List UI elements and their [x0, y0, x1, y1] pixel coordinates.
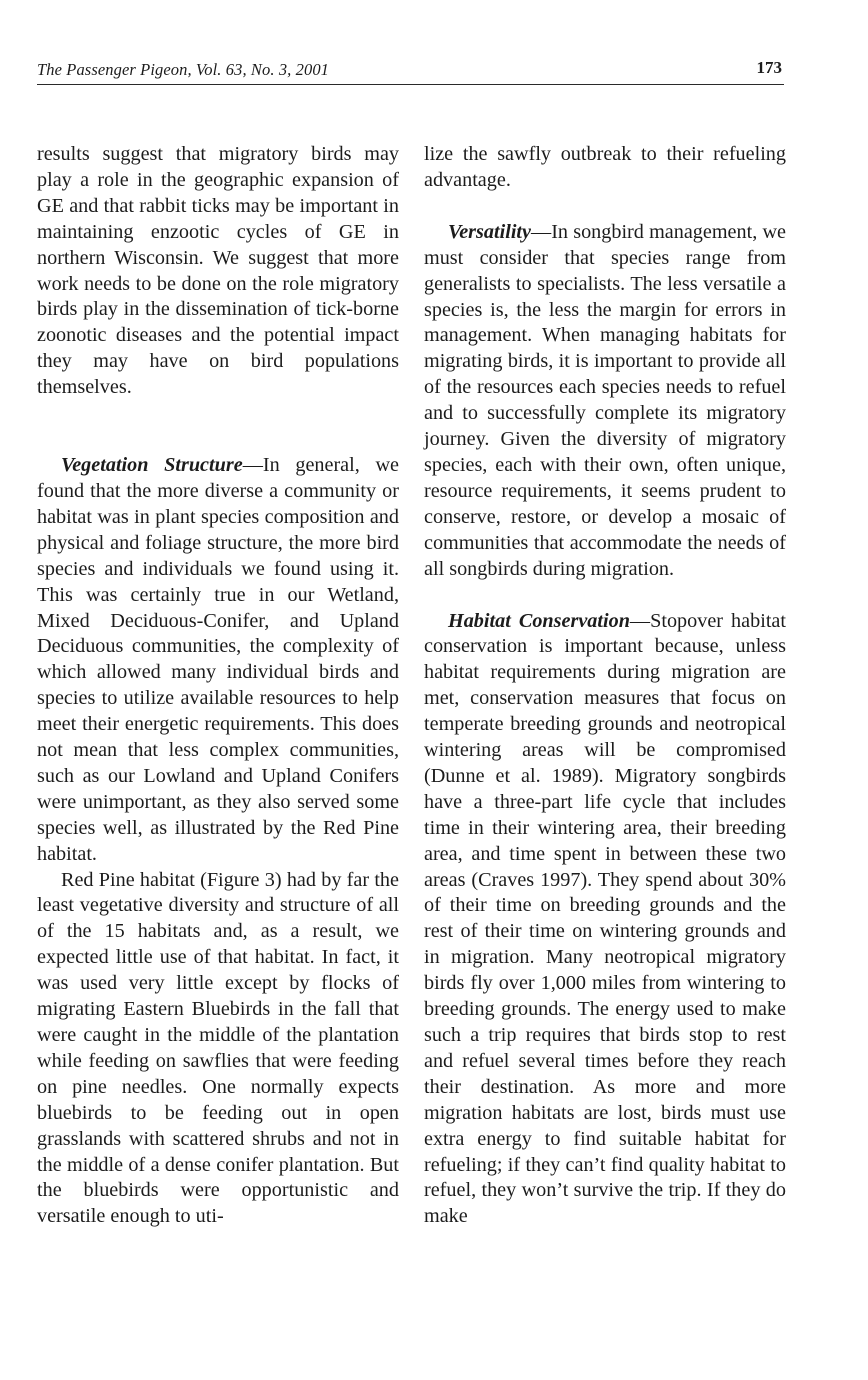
paragraph-versatility: [424, 220, 786, 583]
paragraph-red-pine: Red Pine habitat (Figure 3) had by far the least vegetative diversity and structure of all of the 15 habitats and, as a result, we expected little use of that habitat. In fact, it was used very little except by flocks of migrating Eastern Bluebirds in the fall that were caught in the middle of the plantation while feeding on sawflies that were feeding on pine needles. One normally expects bluebirds to be feeding out in open grasslands with scattered shrubs and not in the middle of a dense conifer plantation. But the bluebirds were opportunistic and versatile enough to uti-: [37, 868, 399, 1228]
paragraph-spacer: [37, 401, 399, 453]
runin-heading-habitat-conservation: Habitat Conservation: [448, 609, 630, 632]
paragraph-continuation: lize the sawfly outbreak to their refueling advantage.: [424, 143, 786, 191]
paragraph-body: —Stopover habitat conservation is important because, unless habitat requirements during migration are met, conservation measures that focus on temperate breeding grounds and neotropical wintering areas will be compromised (Dunne et al. 1989). Migratory songbirds have a three-part life cycle that includes time in their wintering area, their breeding area, and time spent in between these two areas (Craves 1997). They spend about 30% of their time on breeding grounds and the rest of their time on wintering grounds and in migration. Many neotropical migratory birds fly over 1,000 miles from wintering to breeding grounds. The energy used to make such a trip requires that birds stop to rest and refuel several times before they reach their destination. As more and more migration habitats are lost, birds must use extra energy to find suitable habitat for refueling; if they can’t find quality habitat to refuel, they won’t survive the trip. If they do make: [424, 609, 786, 1228]
running-header: [37, 54, 784, 85]
paragraph-spacer: [424, 194, 786, 220]
paragraph-vegetation-structure: [37, 453, 399, 868]
page-number: 173: [756, 58, 782, 77]
right-column: [424, 142, 786, 1230]
paragraph-habitat-conservation: [424, 609, 786, 1231]
runin-heading-versatility: Versatility: [448, 220, 531, 243]
paragraph-ge-conclusion: results suggest that migratory birds may play a role in the geographic expansion of GE and that rabbit ticks may be important in maintaining enzootic cycles of GE in northern Wisconsin. We suggest that more work needs to be done on the role migratory birds play in the dissemination of tick-borne zoonotic diseases and the potential impact they may have on bird populations themselves.: [37, 143, 399, 399]
runin-heading-vegetation-structure: Vegetation Structure: [61, 454, 243, 477]
paragraph-spacer: [424, 583, 786, 609]
paragraph-body: —In songbird management, we must consider that species range from generalists to specialists. The less versatile a species is, the less the margin for errors in management. When managing habitats for migrating birds, it is important to provide all of the resources each species needs to refuel and to successfully complete its migratory journey. Given the diversity of migratory species, each with their own, often unique, resource requirements, it seems prudent to conserve, restore, or develop a mosaic of communities that accommodate the needs of all songbirds during migration.: [424, 220, 786, 580]
journal-title: The Passenger Pigeon, Vol. 63, No. 3, 2001: [37, 60, 330, 79]
paragraph-body: —In general, we found that the more diverse a community or habitat was in plant species composition and physical and foliage structure, the more bird species and individuals we found using it. This was certainly true in our Wetland, Mixed Deciduous-Conifer, and Upland Deciduous communities, the complexity of which allowed many individual birds and species to utilize available resources to help meet their energetic requirements. This does not mean that less complex communities, such as our Lowland and Upland Conifers were unimportant, as they also served some species well, as illustrated by the Red Pine habitat.: [37, 454, 399, 865]
left-column: [37, 142, 399, 1230]
